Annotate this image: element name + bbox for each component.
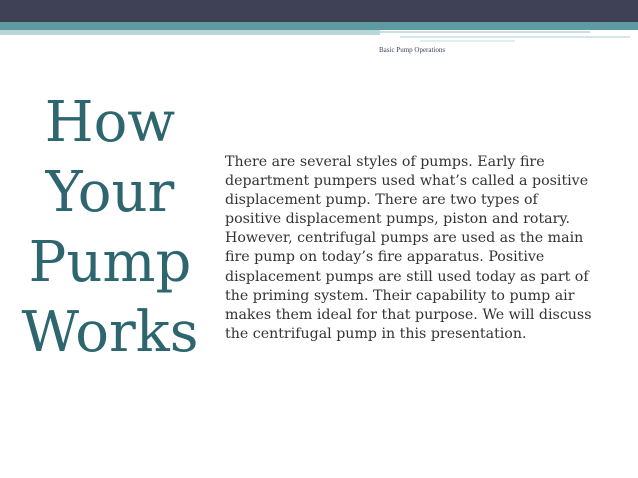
pale-accent-band [0, 30, 380, 35]
title-line: Works [21, 300, 199, 365]
title-line: Pump [28, 230, 192, 295]
title-line: Your [45, 160, 175, 225]
title-line: How [44, 90, 176, 155]
top-decorative-bar [0, 0, 638, 22]
slide-title [20, 88, 200, 368]
body-paragraph: There are several styles of pumps. Early fire department pumpers used what’s called a positive displacement pump. There are two types of positive displacement pumps, piston and rotary. However, centrifugal pumps are used as the main fire pump on today’s fire apparatus. Positive displacement pumps are still used today as part of the priming system. Their capability to pump air makes them ideal for that purpose. We will discuss the centrifugal pump in this presentation. [225, 154, 592, 342]
teal-accent-band [0, 22, 638, 30]
decorative-line [380, 31, 590, 33]
decorative-line [400, 36, 630, 38]
header-label: Basic Pump Operations [379, 46, 446, 54]
decorative-line [420, 40, 515, 42]
